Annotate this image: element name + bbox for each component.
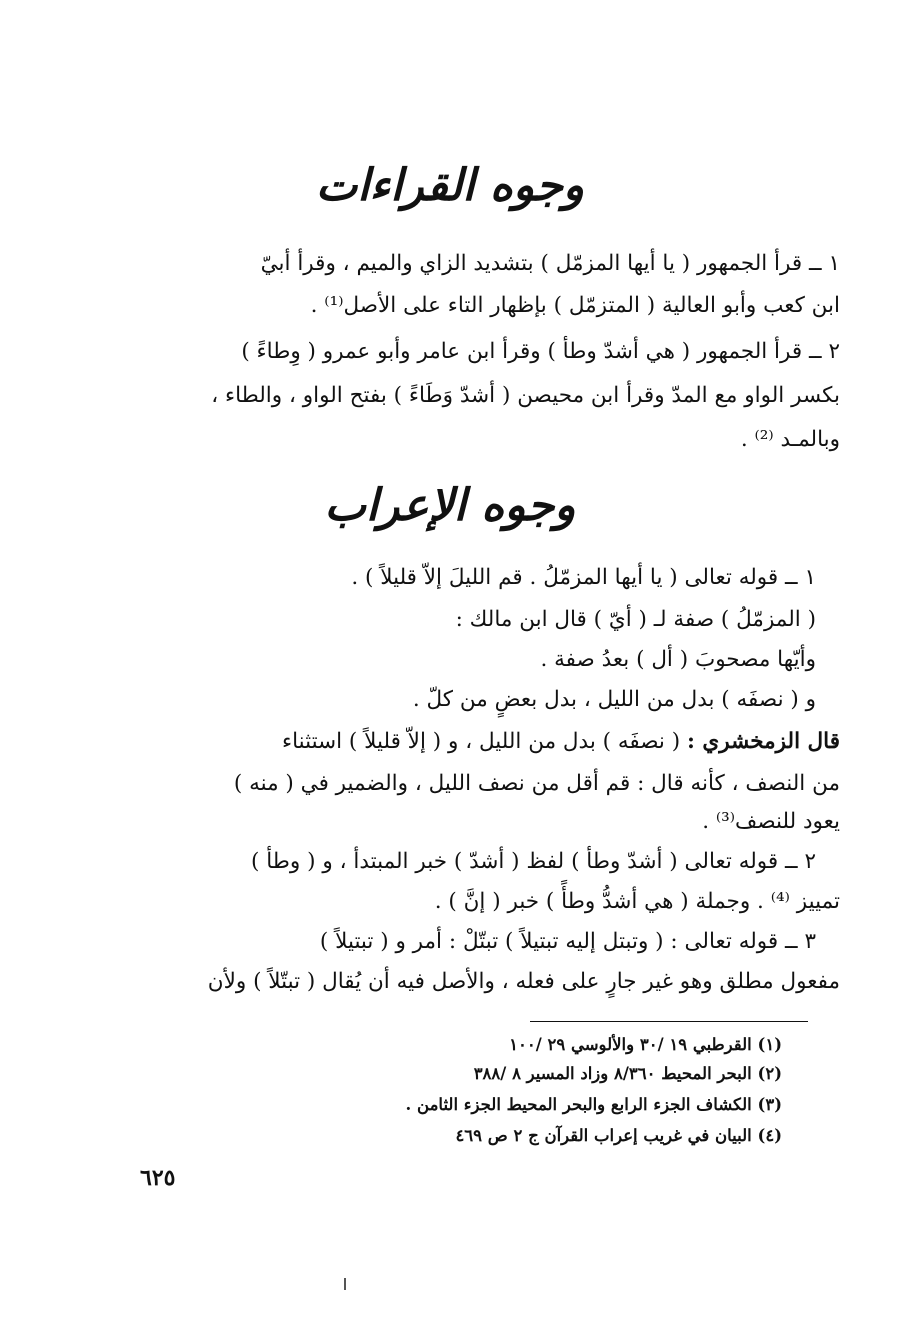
footnote-3: (٣) الكشاف الجزء الرابع والبحر المحيط الجزء الثامن . bbox=[405, 1095, 782, 1114]
grammar-line-7: يعود للنصف⁽³⁾ . bbox=[702, 809, 840, 834]
footnote-2: (٢) البحر المحيط ٨/٣٦٠ وزاد المسير ٨ /٣٨٨ bbox=[473, 1064, 782, 1083]
readings-line-1: ١ ــ قرأ الجمهور ( يا أيها المزمّل ) بتشديد الزاي والميم ، وقرأ أبيّ bbox=[260, 251, 840, 276]
readings-line-2: ابن كعب وأبو العالية ( المتزمّل ) بإظهار التاء على الأصل⁽¹⁾ . bbox=[310, 293, 840, 318]
readings-heading: وجوه القراءات bbox=[315, 160, 585, 211]
grammar-line-1: ١ ــ قوله تعالى ( يا أيها المزمّلُ . قم الليلَ إلاّ قليلاً ) . bbox=[351, 565, 816, 590]
grammar-line-9: تمييز ⁽⁴⁾ . وجملة ( هي أشدُّ وطأً ) خبر ( إنَّ ) . bbox=[434, 889, 840, 914]
footnote-1: (١) القرطبي ١٩ /٣٠ والألوسي ٢٩ /١٠٠ bbox=[509, 1035, 782, 1054]
readings-line-3: ٢ ــ قرأ الجمهور ( هي أشدّ وطأ ) وقرأ ابن عامر وأبو عمرو ( وِطاءً ) bbox=[241, 339, 840, 364]
zamakhshari-line bbox=[105, 726, 840, 758]
grammar-line-10: ٣ ــ قوله تعالى : ( وتبتل إليه تبتيلاً ) تبتّلْ : أمر و ( تبتيلاً ) bbox=[319, 929, 816, 954]
readings-line-5: وبالمـد ⁽²⁾ . bbox=[740, 427, 840, 452]
zamakhshari-text: ( نصفَه ) بدل من الليل ، و ( إلاّ قليلاً ) استثناء bbox=[281, 729, 681, 754]
zamakhshari-label: قال الزمخشري : bbox=[686, 729, 840, 754]
grammar-line-4: و ( نصفَه ) بدل من الليل ، بدل بعضٍ من كلّ . bbox=[412, 687, 816, 712]
grammar-line-2: ( المزمّلُ ) صفة لـ ( أيّ ) قال ابن مالك : bbox=[455, 607, 816, 632]
grammar-heading: وجوه الإعراب bbox=[324, 480, 576, 531]
footnote-4: (٤) البيان في غريب إعراب القرآن ج ٢ ص ٤٦٩ bbox=[455, 1126, 782, 1145]
readings-line-4: بكسر الواو مع المدّ وقرأ ابن محيصن ( أشدّ وَطَاءً ) بفتح الواو ، والطاء ، bbox=[211, 383, 840, 408]
grammar-line-11: مفعول مطلق وهو غير جارٍ على فعله ، والأصل فيه أن يُقال ( تبتّلاً ) ولأن bbox=[207, 969, 840, 994]
page-number: ٦٢٥ bbox=[140, 1165, 176, 1191]
scan-mark bbox=[344, 1278, 346, 1290]
grammar-line-8: ٢ ــ قوله تعالى ( أشدّ وطأ ) لفظ ( أشدّ ) خبر المبتدأ ، و ( وطأ ) bbox=[251, 849, 816, 874]
grammar-line-6: من النصف ، كأنه قال : قم أقل من نصف الليل ، والضمير في ( منه ) bbox=[233, 771, 840, 796]
grammar-line-3: وأيّها مصحوبَ ( أل ) بعدُ صفة . bbox=[540, 647, 816, 672]
footnote-divider bbox=[530, 1021, 808, 1022]
